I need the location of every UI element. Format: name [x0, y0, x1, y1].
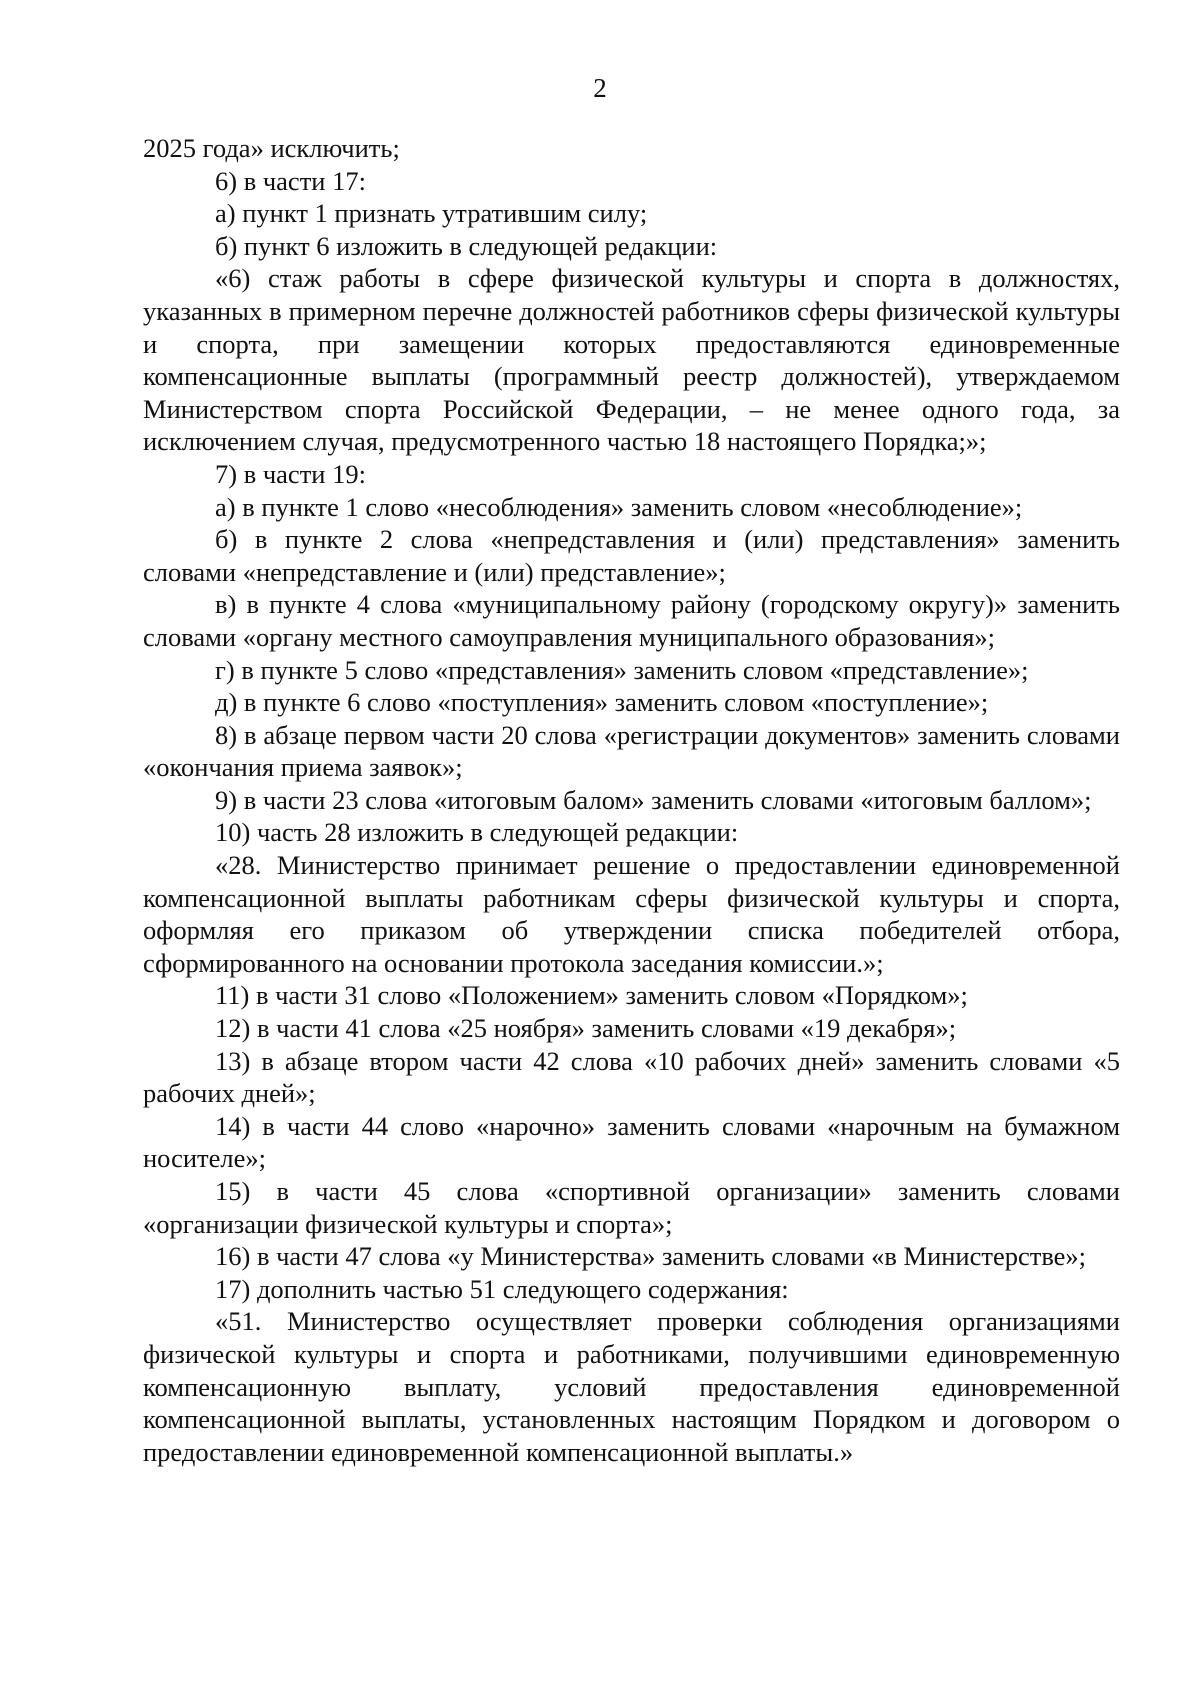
paragraph: б) в пункте 2 слова «непредставления и (или) представления» заменить словами «непредставление и (или) представление»; — [143, 524, 1120, 587]
paragraph: 17) дополнить частью 51 следующего содержания: — [215, 1273, 789, 1304]
paragraph: 15) в части 45 слова «спортивной организации» заменить словами «организации физической культуры и спорта»; — [143, 1176, 1120, 1239]
paragraph: «6) стаж работы в сфере физической культуры и спорта в должностях, указанных в примерном перечне должностей работников сферы физической культуры и спорта, при замещении которых предоставляются единовременные компенсационные выплаты (программный реестр должностей), утверждаемом Министерством спорта Российской Федерации, – не менее одного года, за исключением случая, предусмотренного частью 18 настоящего Порядка;»; — [143, 263, 1120, 457]
paragraph: 10) часть 28 изложить в следующей редакции: — [215, 817, 739, 848]
paragraph: 2025 года» исключить; — [143, 133, 400, 163]
paragraph: 13) в абзаце втором части 42 слова «10 рабочих дней» заменить словами «5 рабочих дней»; — [143, 1045, 1120, 1109]
paragraph: «51. Министерство осуществляет проверки соблюдения организациями физической культуры и спорта и работниками, получившими единовременную компенсационную выплату, условий предоставления единовременной компенсационной выплаты, установленных настоящим Порядком и договором о предоставлении единовременной компенсационной выплаты.» — [143, 1306, 1120, 1467]
paragraph: г) в пункте 5 слово «представления» заменить словом «представление»; — [215, 654, 1029, 685]
paragraph: 7) в части 19: — [215, 458, 366, 489]
paragraph: а) пункт 1 признать утратившим силу; — [215, 198, 648, 229]
paragraph: 16) в части 47 слова «у Министерства» заменить словами «в Министерстве»; — [215, 1241, 1087, 1272]
paragraph: 6) в части 17: — [215, 165, 366, 196]
paragraph: в) в пункте 4 слова «муниципальному району (городскому округу)» заменить словами «органу местного самоуправления муниципального образования»; — [143, 589, 1120, 652]
paragraph: д) в пункте 6 слово «поступления» заменить словом «поступление»; — [215, 687, 989, 718]
paragraph: 11) в части 31 слово «Положением» заменить словом «Порядком»; — [215, 980, 968, 1011]
paragraph: 14) в части 44 слово «нарочно» заменить словами «нарочным на бумажном носителе»; — [143, 1110, 1120, 1174]
document-body — [143, 132, 1120, 1468]
paragraph: 12) в части 41 слова «25 ноября» заменить словами «19 декабря»; — [215, 1013, 957, 1044]
page-number: 2 — [593, 73, 607, 103]
paragraph: 8) в абзаце первом части 20 слова «регистрации документов» заменить словами «окончания приема заявок»; — [143, 719, 1120, 783]
paragraph: а) в пункте 1 слово «несоблюдения» заменить словом «несоблюдение»; — [215, 491, 1023, 522]
paragraph: «28. Министерство принимает решение о предоставлении единовременной компенсационной выплаты работникам сферы физической культуры и спорта, оформляя его приказом об утверждении списка победителей отбора, сформированного на основании протокола заседания комиссии.»; — [143, 850, 1120, 978]
paragraph: б) пункт 6 изложить в следующей редакции: — [215, 230, 718, 261]
paragraph: 9) в части 23 слова «итоговым балом» заменить словами «итоговым баллом»; — [215, 784, 1092, 815]
